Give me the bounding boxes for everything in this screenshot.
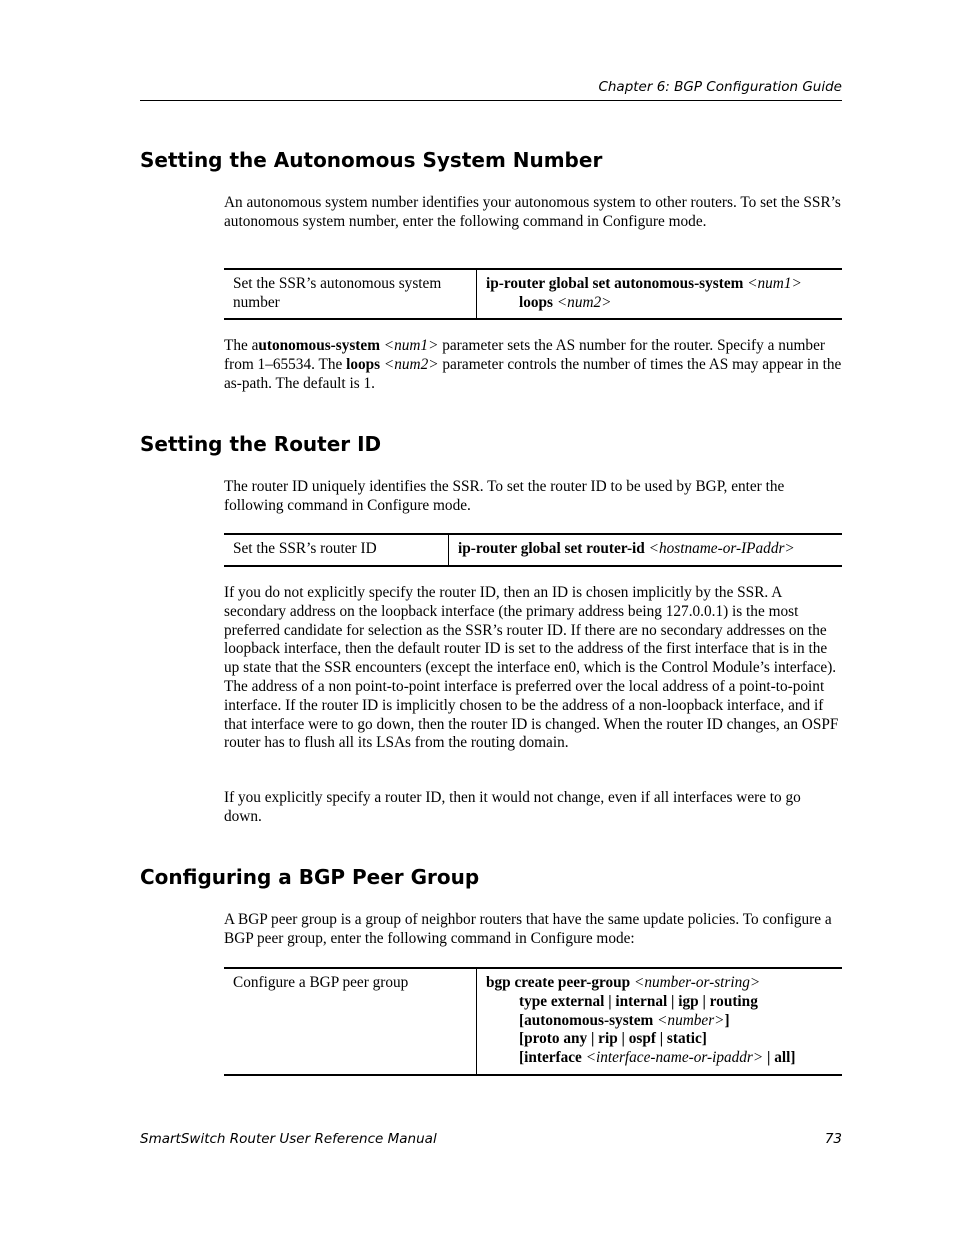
command-description: Set the SSR’s autonomous system number — [224, 270, 477, 318]
command-keyword: loops — [519, 293, 554, 311]
section-title-peer-group: Configuring a BGP Peer Group — [140, 865, 480, 889]
command-arg: <hostname-or-IPaddr> — [648, 540, 795, 557]
command-keyword: [proto any | rip | ospf | static] — [519, 1030, 707, 1048]
section1-explanation: The autonomous-system <num1> parameter sets the AS number for the router. Specify a number from 1–65534. The loops <num2> parameter controls the number of times the AS may appear in the as-path. The default is 1. — [224, 337, 842, 392]
command-table-peer-group — [224, 967, 842, 1076]
command-keyword: [interface — [519, 1049, 582, 1067]
section-title-as-number: Setting the Autonomous System Number — [140, 148, 603, 172]
section-title-router-id: Setting the Router ID — [140, 432, 382, 456]
command-arg: <number-or-string> — [634, 974, 761, 991]
command-description: Set the SSR’s router ID — [224, 535, 449, 565]
section2-paragraph-2: If you explicitly specify a router ID, then it would not change, even if all interfaces were to go down. — [224, 789, 801, 825]
command-table-as-number — [224, 268, 842, 320]
section2-intro: The router ID uniquely identifies the SSR. To set the router ID to be used by BGP, enter the following command in Configure mode. — [224, 478, 785, 514]
command-arg: <num2> — [556, 293, 612, 311]
section3-intro: A BGP peer group is a group of neighbor routers that have the same update policies. To configure a BGP peer group, enter the following command in Configure mode: — [224, 911, 832, 947]
command-table-router-id — [224, 533, 842, 567]
section2-paragraph-1: If you do not explicitly specify the router ID, then an ID is chosen implicitly by the SSR. A secondary address on the loopback interface (the primary address being 127.0.0.1) is the most preferred candidate for selection as the SSR’s router ID. If there are no secondary addresses on the loopback interface, then the default router ID is set to the address of the first interface that is in the up state that the SSR encounters (except the interface en0, which is the Control Module’s interface). The address of a non point-to-point interface is preferred over the local address of a point-to-point interface. If the router ID is implicitly chosen to be the address of a non-loopback interface, and if that interface were to go down, then the router ID is changed. When the router ID changes, an OSPF router has to flush all its LSAs from the routing domain. — [224, 584, 839, 752]
section1-intro: An autonomous system number identifies your autonomous system to other routers. To set the SSR’s autonomous system number, enter the following command in Configure mode. — [224, 194, 841, 230]
command-keyword: ip-router global set autonomous-system — [486, 275, 744, 292]
running-header: Chapter 6: BGP Configuration Guide — [598, 79, 842, 95]
command-keyword: | all] — [763, 1049, 796, 1067]
command-syntax — [477, 270, 842, 318]
command-arg: <interface-name-or-ipaddr> — [585, 1049, 764, 1067]
command-arg: <num1> — [747, 275, 802, 292]
header-rule — [140, 100, 842, 101]
page-number: 73 — [824, 1131, 842, 1147]
command-keyword: bgp create peer-group — [486, 974, 631, 991]
command-keyword: [autonomous-system — [519, 1011, 654, 1029]
command-arg: <number> — [657, 1011, 725, 1029]
command-keyword: type external | internal | igp | routing — [519, 992, 758, 1010]
command-syntax — [449, 535, 842, 565]
command-keyword: ] — [724, 1011, 730, 1029]
footer-manual-title: SmartSwitch Router User Reference Manual — [140, 1131, 437, 1147]
command-syntax — [477, 969, 842, 1074]
command-description: Configure a BGP peer group — [224, 969, 477, 1074]
command-keyword: ip-router global set router-id — [458, 540, 645, 557]
